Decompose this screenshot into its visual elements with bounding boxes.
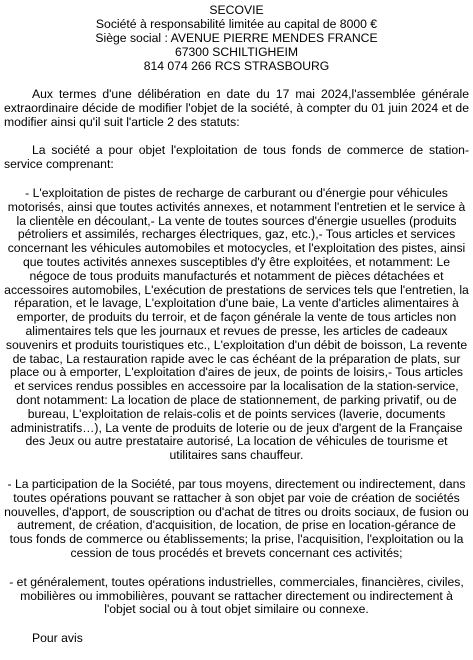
legal-form: Société à responsabilité limitée au capital de 8000 € [95,17,378,31]
object-item-general-operations: - et généralement, toutes opérations industrielles, commerciales, financières, civiles, mobilières ou immobilières, pouvant se rattacher directement ou indirectement à l'objet social ou à tout objet similaire ou connexe. [9,574,464,617]
object-item-station-activities: - L'exploitation de pistes de recharge de carburant ou d'énergie pour véhicules motorisés, ainsi que toutes activités annexes, et notamment l'entretien et le service à la clientèle en découlant,- La vente de toutes sources d'énergie usuelles (produits pétroliers et assimilés, recharges électriques, gaz, etc.),- Tous articles et services concernant les véhicules automobiles et motocycles, et l'exploitation des pistes, ainsi que toutes activités annexes susceptibles d'y être exploitées, et notamment: Le négoce de tous produits manufacturés et notamment de pièces détachées et accessoires automobiles, L'exécution de prestations de services tels que l'entretien, la réparation, et le lavage, L'exploitation d'une baie, La vente d'articles alimentaires à emporter, de produits du terroir, et de façon générale la vente de tous articles non alimentaires tels que les journaux et revues de presse, les articles de cadeaux souvenirs et produits touristiques etc., L'exploitation d'un débit de boisson, La revente de tabac, La restauration rapide avec le cas échéant de la préparation de plats, sur place ou à emporter, L'exploitation d'aires de jeux, de points de loisirs,- Tous articles et services rendus possibles en accessoire par la localisation de la station-service, dont notamment: La location de place de stationnement, de parking privatif, ou de bureau, L'exploitation de relais-colis et de points services (laverie, documents administratifs…), La vente de produits de loterie ou de jeux d'argent de la Française des Jeux ou autre prestataire autorisé, La location de véhicules de tourisme et utilitaires sans chauffeur. [4,185,469,463]
city: 67300 SCHILTIGHEIM [174,45,299,59]
registered-office: Siège social : AVENUE PIERRE MENDES FRANCE [95,31,378,45]
registration-number: 814 074 266 RCS STRASBOURG [143,59,330,73]
intro-paragraph: Aux termes d'une délibération en date du 17 mai 2024,l'assemblée générale extraordinaire décide de modifier l'objet de la société, à compter du 01 juin 2024 et de modifier ainsi qu'il suit l'article 2 des statuts: [4,87,469,129]
document-header [4,0,469,73]
object-statement: La société a pour objet l'exploitation de tous fonds de commerce de station-service comprenant: [4,143,469,172]
company-name: SECOVIE [209,3,264,17]
closing-notice: Pour avis [32,631,83,646]
object-item-participation: - La participation de la Société, par tous moyens, directement ou indirectement, dans toutes opérations pouvant se rattacher à son objet par voie de création de sociétés nouvelles, d'apport, de souscription ou d'achat de titres ou droits sociaux, de fusion ou autrement, de création, d'acquisition, de location, de prise en location-gérance de tous fonds de commerce ou établissements; la prise, l'acquisition, l'exploitation ou la cession de tous procédés et brevets concernant ces activités; [4,476,469,560]
